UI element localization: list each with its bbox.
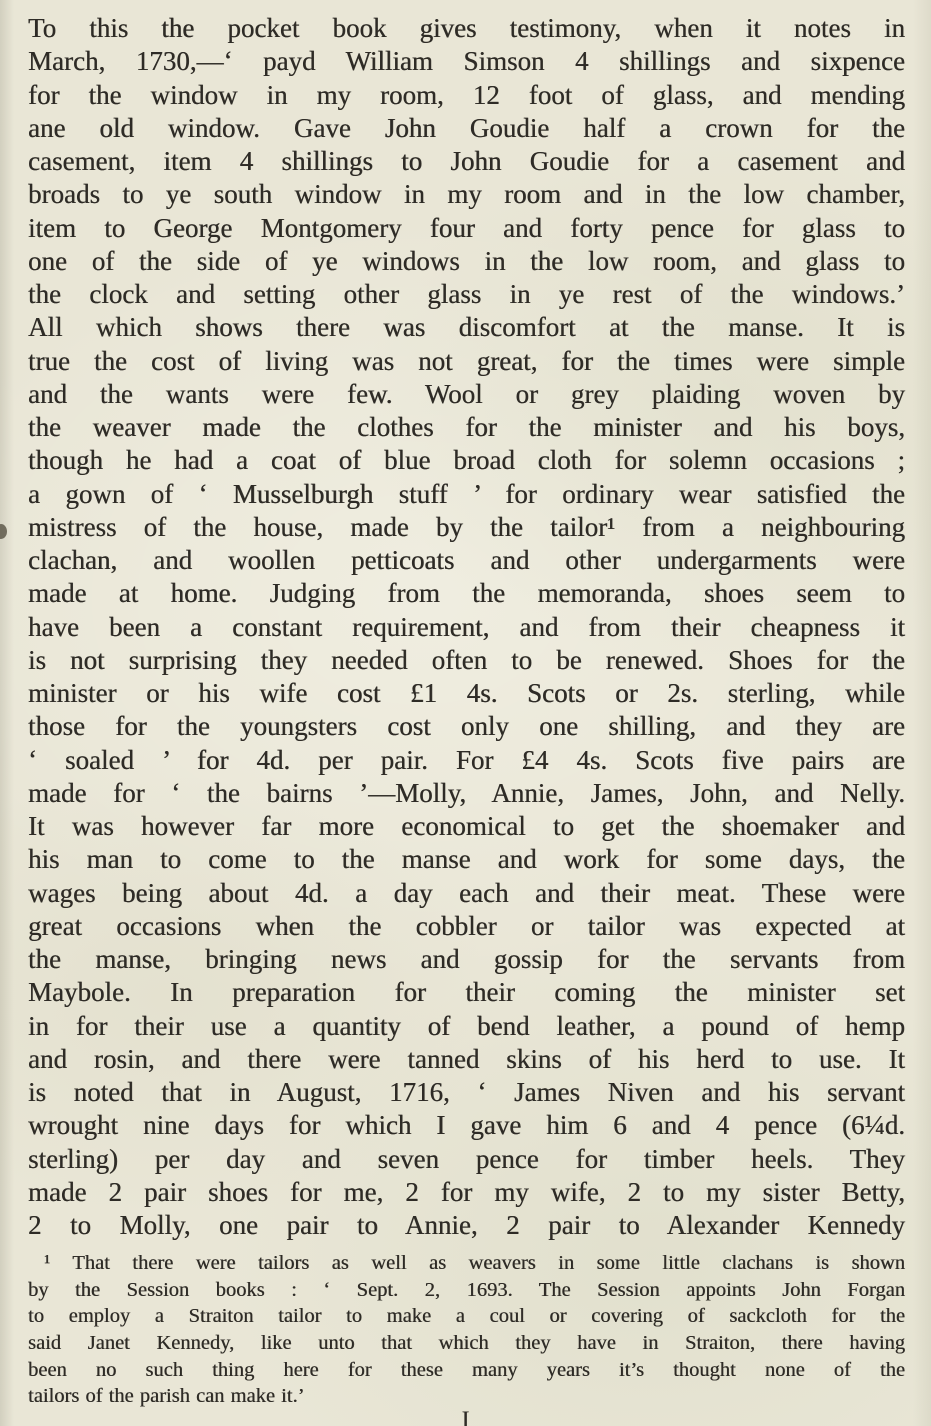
text-line: the manse, bringing news and gossip for the servants from xyxy=(28,944,905,974)
footnote-line: said Janet Kennedy, like unto that which they have in Straiton, there having xyxy=(28,1332,905,1355)
main-text xyxy=(28,12,905,1242)
text-line: item to George Montgomery four and forty pence for glass to xyxy=(28,212,905,243)
text-block xyxy=(28,12,905,1410)
text-line: Maybole. In preparation for their coming the minister set xyxy=(28,977,905,1008)
text-line: is not surprising they needed often to be renewed. Shoes for the xyxy=(28,644,905,675)
text-line: It was however far more economical to get the shoemaker and xyxy=(28,811,905,841)
footnote-line: been no such thing here for these many years it’s thought none of the xyxy=(28,1358,905,1381)
text-line: and rosin, and there were tanned skins of his herd to use. It xyxy=(28,1043,905,1074)
text-line: To this the pocket book gives testimony, when it notes in xyxy=(28,13,905,43)
text-line: and the wants were few. Wool or grey plaiding woven by xyxy=(28,378,905,409)
text-line: in for their use a quantity of bend leather, a pound of hemp xyxy=(28,1010,905,1041)
text-line: have been a constant requirement, and from their cheapness it xyxy=(28,611,905,642)
footnote-line: ¹ That there were tailors as well as weavers in some little clachans is shown xyxy=(44,1252,905,1275)
text-line: 2 to Molly, one pair to Annie, 2 pair to Alexander Kennedy xyxy=(28,1210,905,1240)
text-line: for the window in my room, 12 foot of glass, and mending xyxy=(28,79,905,110)
text-line: made 2 pair shoes for me, 2 for my wife, 2 to my sister Betty, xyxy=(28,1176,905,1207)
text-line: true the cost of living was not great, for the times were simple xyxy=(28,345,905,376)
footnote-line: tailors of the parish can make it.’ xyxy=(28,1385,305,1408)
text-line: sterling) per day and seven pence for timber heels. They xyxy=(28,1143,905,1174)
text-line: great occasions when the cobbler or tailor was expected at xyxy=(28,910,905,941)
text-line: though he had a coat of blue broad cloth for solemn occasions ; xyxy=(28,445,905,476)
text-line: ‘ soaled ’ for 4d. per pair. For £4 4s. Scots five pairs are xyxy=(28,744,905,775)
text-line: casement, item 4 shillings to John Goudie for a casement and xyxy=(28,146,905,176)
text-line: minister or his wife cost £1 4s. Scots or 2s. sterling, while xyxy=(28,678,905,708)
text-line: his man to come to the manse and work for some days, the xyxy=(28,844,905,875)
text-line: All which shows there was discomfort at the manse. It is xyxy=(28,312,905,343)
text-line: the weaver made the clothes for the minister and his boys, xyxy=(28,412,905,442)
text-line: made at home. Judging from the memoranda, shoes seem to xyxy=(28,578,905,609)
text-line: wrought nine days for which I gave him 6 and 4 pence (6¼d. xyxy=(28,1110,905,1141)
text-line: ane old window. Gave John Goudie half a crown for the xyxy=(28,112,905,143)
text-line: broads to ye south window in my room and in the low chamber, xyxy=(28,179,905,210)
text-line: March, 1730,—‘ payd William Simson 4 shillings and sixpence xyxy=(28,46,905,77)
text-line: wages being about 4d. a day each and their meat. These were xyxy=(28,877,905,908)
text-line: one of the side of ye windows in the low room, and glass to xyxy=(28,245,905,276)
footnote xyxy=(28,1250,905,1410)
text-line: mistress of the house, made by the tailor¹ from a neighbouring xyxy=(28,511,905,542)
page-edge-blemish xyxy=(0,524,7,539)
footnote-line: by the Session books : ‘ Sept. 2, 1693. The Session appoints John Forgan xyxy=(28,1278,905,1301)
footnote-line: to employ a Straiton tailor to make a coul or covering of sackcloth for the xyxy=(28,1305,905,1328)
text-line: those for the youngsters cost only one shilling, and they are xyxy=(28,711,905,742)
text-line: made for ‘ the bairns ’—Molly, Annie, James, John, and Nelly. xyxy=(28,777,905,808)
text-line: a gown of ‘ Musselburgh stuff ’ for ordinary wear satisfied the xyxy=(28,478,905,509)
text-line: clachan, and woollen petticoats and other undergarments were xyxy=(28,545,905,575)
printers-signature-mark: I xyxy=(461,1407,470,1426)
text-line: is noted that in August, 1716, ‘ James Niven and his servant xyxy=(28,1077,905,1107)
text-line: the clock and setting other glass in ye rest of the windows.’ xyxy=(28,279,905,309)
